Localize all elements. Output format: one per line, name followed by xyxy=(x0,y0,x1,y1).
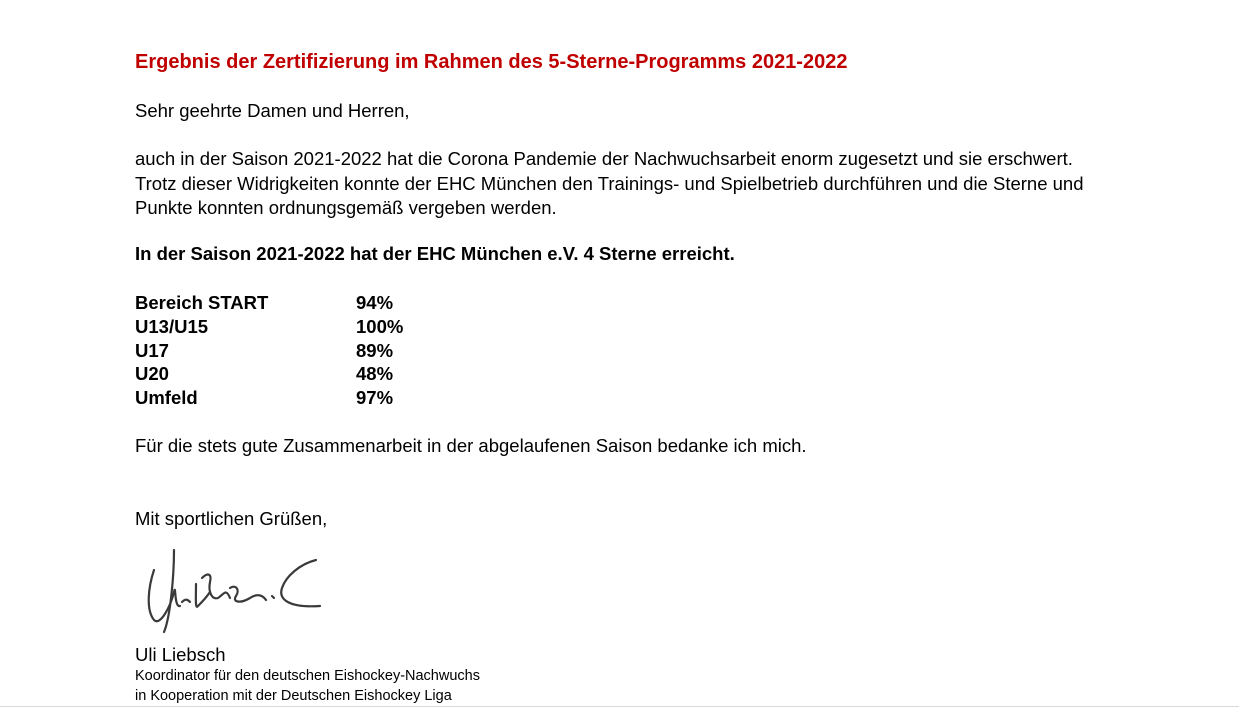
thanks-line: Für die stets gute Zusammenarbeit in der abgelaufenen Saison bedanke ich mich. xyxy=(135,435,807,456)
score-row xyxy=(135,386,403,410)
score-value: 94% xyxy=(356,292,394,313)
score-value: 97% xyxy=(356,387,394,409)
score-row xyxy=(135,339,403,363)
body-paragraph xyxy=(135,147,1084,221)
signer-name: Uli Liebsch xyxy=(135,644,226,665)
paragraph-line: Punkte konnten ordnungsgemäß vergeben werden. xyxy=(135,197,557,218)
signer-role-line: in Kooperation mit der Deutschen Eishockey Liga xyxy=(135,687,452,704)
score-label: U13/U15 xyxy=(135,315,209,337)
score-row xyxy=(135,362,403,386)
score-label: Umfeld xyxy=(135,387,198,409)
score-label: U17 xyxy=(135,339,169,361)
score-label: Bereich START xyxy=(135,292,269,313)
page-bottom-divider xyxy=(0,706,1239,707)
salutation: Sehr geehrte Damen und Herren, xyxy=(135,100,410,121)
paragraph-line: auch in der Saison 2021-2022 hat die Corona Pandemie der Nachwuchsarbeit enorm zugesetzt und sie erschwert. xyxy=(135,148,1073,169)
result-statement: In der Saison 2021-2022 hat der EHC München e.V. 4 Sterne erreicht. xyxy=(135,243,735,264)
score-row xyxy=(135,315,403,339)
closing-line: Mit sportlichen Grüßen, xyxy=(135,508,328,529)
score-value: 48% xyxy=(356,363,394,385)
score-row xyxy=(135,291,403,315)
document-title: Ergebnis der Zertifizierung im Rahmen des 5-Sterne-Programms 2021-2022 xyxy=(135,51,848,73)
score-label: U20 xyxy=(135,363,169,385)
signer-role xyxy=(135,667,480,706)
handwritten-signature xyxy=(140,548,330,640)
paragraph-line: Trotz dieser Widrigkeiten konnte der EHC München den Trainings- und Spielbetrieb durchführen und die Sterne und xyxy=(135,172,1084,194)
score-value: 89% xyxy=(356,339,394,361)
signer-role-line: Koordinator für den deutschen Eishockey-Nachwuchs xyxy=(135,668,480,684)
score-value: 100% xyxy=(356,315,404,337)
scores-list xyxy=(135,291,403,410)
